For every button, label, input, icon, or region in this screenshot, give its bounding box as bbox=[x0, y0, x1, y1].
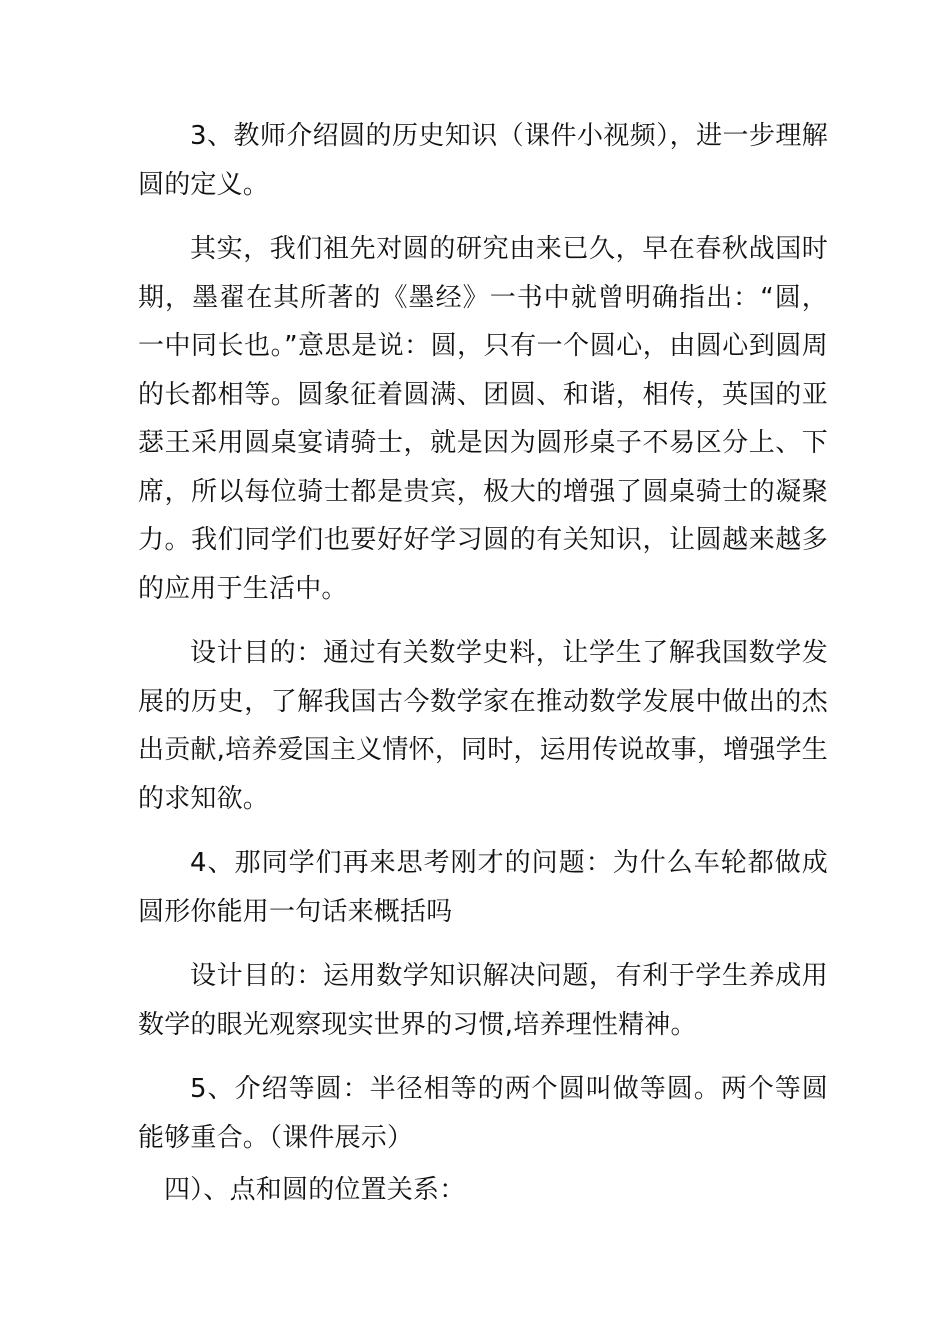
paragraph-equal-circles: 5、介绍等圆：半径相等的两个圆叫做等圆。两个等圆能够重合。（课件展示） bbox=[138, 1074, 828, 1153]
document-body bbox=[138, 112, 828, 1215]
paragraph-mojing-story: 其实，我们祖先对圆的研究由来已久，早在春秋战国时期，墨翟在其所著的《墨经》一书中就曾明确指出：“圆，一中同长也。”意思是说：圆，只有一个圆心，由圆心到圆周的长都相等。圆象征着圆满、团圆、和谐，相传，英国的亚瑟王采用圆桌宴请骑士，就是因为圆形桌子不易区分上、下席，所以每位骑士都是贵宾，极大的增强了圆桌骑士的凝聚力。我们同学们也要好好学习圆的有关知识，让圆越来越多的应用于生活中。 bbox=[138, 234, 828, 604]
paragraph-design-purpose-2: 设计目的：运用数学知识解决问题，有利于学生养成用数学的眼光观察现实世界的习惯,培养理性精神。 bbox=[138, 961, 828, 1040]
paragraph-design-purpose-1: 设计目的：通过有关数学史料，让学生了解我国数学发展的历史，了解我国古今数学家在推动数学发展中做出的杰出贡献,培养爱国主义情怀，同时，运用传说故事，增强学生的求知欲。 bbox=[138, 638, 828, 814]
section-heading: 四）、点和圆的位置关系： bbox=[164, 1175, 466, 1205]
paragraph-history-intro: 3、教师介绍圆的历史知识（课件小视频），进一步理解圆的定义。 bbox=[138, 121, 828, 200]
paragraph-wheel-question: 4、那同学们再来思考刚才的问题：为什么车轮都做成圆形你能用一句话来概括吗 bbox=[138, 848, 828, 927]
